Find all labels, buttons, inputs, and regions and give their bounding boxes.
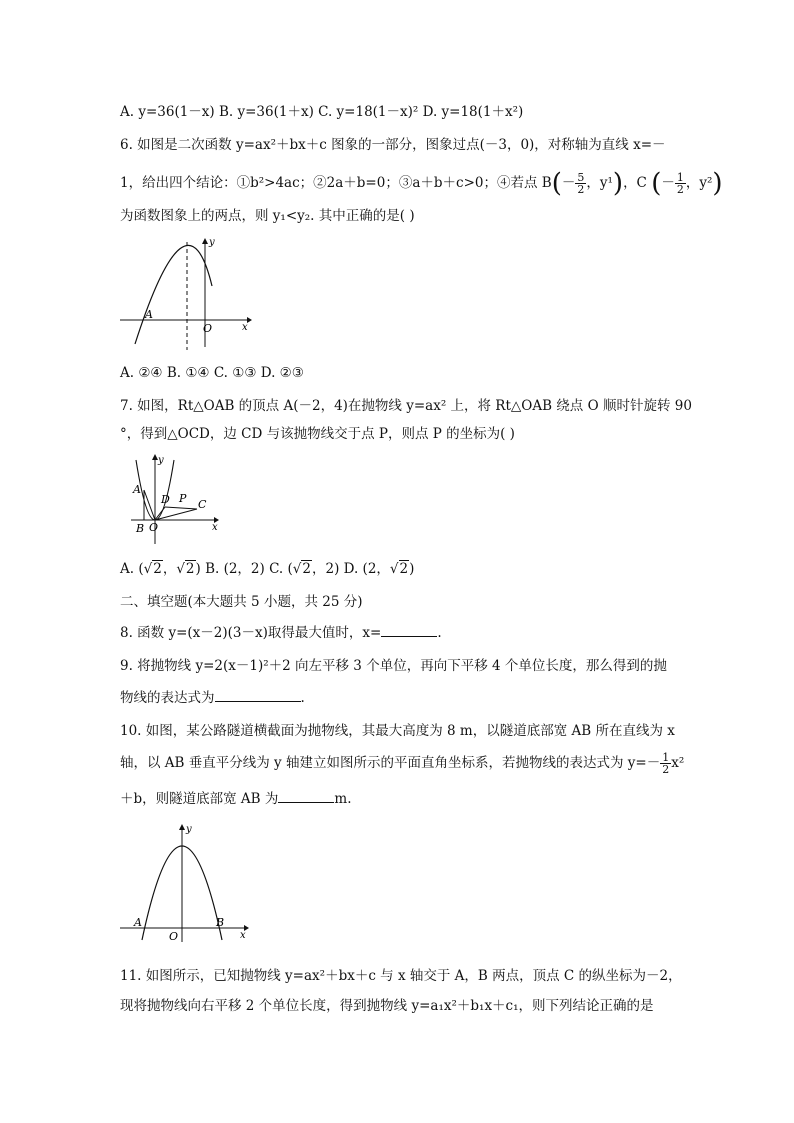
q7-segment-OC — [155, 509, 197, 520]
q6-options: A. ②④ B. ①④ C. ①③ D. ②③ — [120, 365, 304, 381]
q10-line1: 10. 如图，某公路隧道横截面为抛物线，其最大高度为 8 m，以隧道底部宽 AB 所在直线为 x — [120, 723, 675, 739]
q6-c-y: ，y² — [685, 175, 713, 191]
q6-label-A: A — [145, 308, 153, 321]
q6-label-x: x — [242, 322, 248, 333]
q6-c-den: 2 — [676, 183, 684, 196]
q7-opt-c-r: 2 — [302, 561, 311, 577]
q8-line — [120, 623, 442, 643]
q6-c-fraction — [675, 172, 686, 195]
q6-c-sign: － — [661, 175, 675, 191]
q10-label-O: O — [169, 930, 179, 943]
q10-text: 轴，以 AB 垂直平分线为 y 轴建立如图所示的平面直角坐标系，若抛物线的表达式为 y=－ — [120, 755, 661, 771]
q10-fraction — [660, 752, 671, 775]
q7-opt-c-post: ，2) D. (2， — [311, 561, 390, 577]
q9-line1: 9. 将抛物线 y=2(x－1)²＋2 向左平移 3 个单位，再向下平移 4 个单位长度，那么得到的抛 — [120, 658, 667, 674]
q6-c-label: ，C — [623, 175, 647, 191]
section-heading: 二、填空题(本大题共 5 小题，共 25 分) — [120, 594, 363, 610]
q8-end: . — [437, 625, 442, 641]
q7-label-O: O — [149, 521, 159, 534]
q5-options: A. y=36(1－x) B. y=36(1＋x) C. y=18(1－x)² D. y=18(1＋x²) — [120, 104, 524, 120]
q6-b-den: 2 — [577, 183, 585, 196]
q6-line1: 6. 如图是二次函数 y=ax²＋bx＋c 图象的一部分，图象过点(－3，0)，对称轴为直线 x=－ — [120, 137, 666, 153]
q6-label-y: y — [209, 237, 215, 248]
q7-line1: 7. 如图，Rt△OAB 的顶点 A(－2，4)在抛物线 y=ax² 上，将 Rt△OAB 绕点 O 顺时针旋转 90 — [120, 398, 692, 414]
q7-opt-a-r1: 2 — [153, 561, 162, 577]
q6-figure — [115, 232, 255, 352]
q7-label-C: C — [198, 498, 207, 511]
q10-answer-blank[interactable] — [278, 790, 334, 803]
q10-y-arrow-icon — [179, 824, 185, 830]
q6-line3: 为函数图象上的两点，则 y₁<y₂. 其中正确的是( ) — [120, 208, 415, 224]
q6-c-num: 1 — [676, 171, 684, 184]
q7-label-y: y — [158, 455, 164, 466]
q7-line2: °，得到△OCD，边 CD 与该抛物线交于点 P，则点 P 的坐标为( ) — [120, 426, 515, 442]
q6-b-y: ，y¹ — [586, 175, 613, 191]
q6-x-arrow-icon — [247, 317, 252, 323]
q10-frac-den: 2 — [662, 763, 670, 776]
q7-label-x: x — [212, 522, 218, 533]
q10-label-x: x — [240, 930, 246, 941]
q7-label-B: B — [136, 522, 145, 535]
q7-label-P: P — [179, 492, 187, 505]
q6-y-arrow-icon — [202, 238, 208, 244]
q6-b-fraction — [575, 172, 586, 195]
q6-line2: 1，给出四个结论：①b²>4ac；②2a＋b=0；③a＋b＋c>0；④若点 B(－ $\frac{5}{2}$ ，y¹)，C (－ $\frac{1}{2}$ ，y²) — [120, 168, 723, 199]
q7-options: A. (√2，√2) B. (2，2) C. (√2，2) D. (2，√2) — [120, 561, 415, 577]
q9-end: . — [300, 690, 305, 706]
q6-parabola — [135, 245, 212, 344]
q10-line3 — [120, 789, 352, 809]
q10-x2: x² — [671, 755, 685, 771]
q8-text: 8. 函数 y=(x－2)(3－x)取得最大值时，x= — [120, 625, 382, 641]
q7-opt-d-post: ) — [409, 561, 415, 577]
q7-label-A: A — [133, 483, 141, 496]
q7-segment-DC — [165, 507, 197, 509]
q9-line2 — [120, 688, 305, 708]
q6-line2-text: 1，给出四个结论：①b²>4ac；②2a＋b=0；③a＋b＋c>0；④若点 B — [120, 175, 552, 191]
q10-figure — [116, 818, 256, 943]
q7-label-D: D — [161, 493, 170, 506]
q6-b-num: 5 — [577, 171, 585, 184]
q10-label-B: B — [216, 916, 225, 929]
q10-frac-num: 1 — [662, 751, 670, 764]
q11-line1: 11. 如图所示，已知抛物线 y=ax²＋bx＋c 与 x 轴交于 A，B 两点，顶点 C 的纵坐标为－2， — [120, 968, 682, 984]
q7-opt-a-mid: ， — [162, 561, 177, 577]
q7-opt-a-pre: A. ( — [120, 561, 144, 577]
q7-opt-a-r2: 2 — [185, 561, 195, 577]
q10-end: m. — [334, 791, 352, 807]
q6-label-O: O — [203, 322, 213, 335]
q7-opt-d-r: 2 — [399, 561, 409, 577]
q6-b-sign: － — [561, 175, 576, 191]
q10-text-3: ＋b，则隧道底部宽 AB 为 — [120, 791, 279, 807]
q7-opt-a-post: ) B. (2，2) C. ( — [195, 561, 293, 577]
q10-label-y: y — [186, 824, 192, 835]
q7-figure — [128, 452, 223, 550]
q9-answer-blank[interactable] — [215, 689, 301, 702]
q10-line2 — [120, 747, 684, 779]
q11-line2: 现将抛物线向右平移 2 个单位长度，得到抛物线 y=a₁x²＋b₁x＋c₁，则下列结论正确的是 — [120, 998, 654, 1014]
q8-answer-blank[interactable] — [381, 624, 437, 637]
q10-label-A: A — [134, 916, 142, 929]
q9-text: 物线的表达式为 — [120, 690, 215, 706]
